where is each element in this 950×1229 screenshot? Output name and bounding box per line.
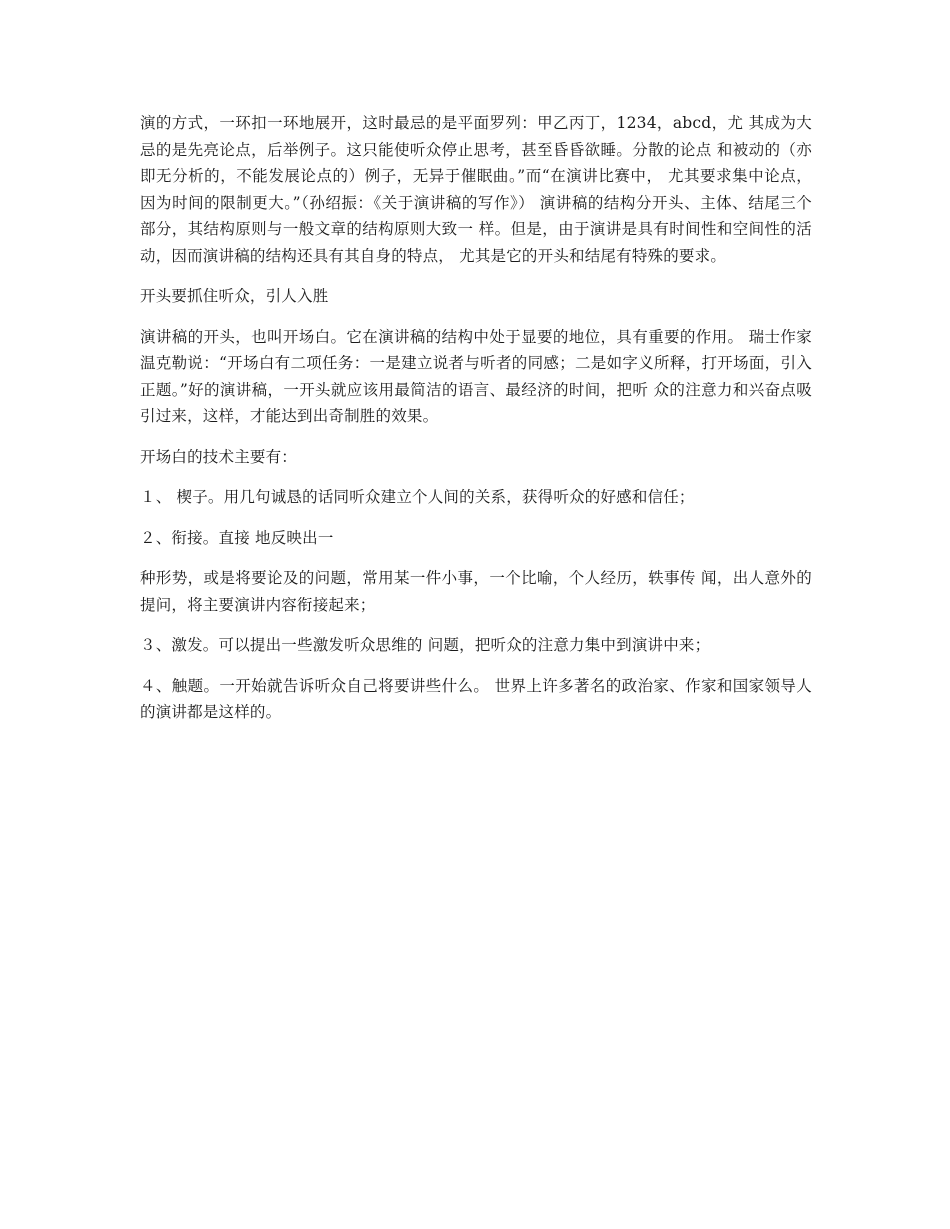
document-body: [140, 110, 812, 740]
technique-item-2: ２、衔接。直接 地反映出一: [140, 528, 334, 547]
technique-item-4: ４、触题。一开始就告诉听众自己将要讲些什么。 世界上许多著名的政治家、作家和国家领导人的演讲都是这样的。: [140, 676, 812, 721]
intro-paragraph: 演的方式，一环扣一环地展开，这时最忌的是平面罗列：甲乙丙丁，1234，abcd，尤 其成为大忌的是先亮论点，后举例子。这只能使听众停止思考，甚至昏昏欲睡。分散的论点 和被动的（亦即无分析的，不能发展论点的）例子，无异于催眠曲。”而“在演讲比赛中， 尤其要求集中论点，因为时间的限制更大。”（孙绍振：《关于演讲稿的写作》） 演讲稿的结构分开头、主体、结尾三个部分，其结构原则与一般文章的结构原则大致一 样。但是，由于演讲是具有时间性和空间性的活动，因而演讲稿的结构还具有其自身的特点， 尤其是它的开头和结尾有特殊的要求。: [140, 114, 812, 265]
technique-item-3: ３、激发。可以提出一些激发听众思维的 问题，把听众的注意力集中到演讲中来；: [140, 636, 711, 654]
techniques-heading: 开场白的技术主要有：: [140, 447, 298, 466]
technique-item-2-continued: 种形势，或是将要论及的问题，常用某一件小事，一个比喻，个人经历，轶事传 闻，出人意外的提问，将主要演讲内容衔接起来；: [140, 569, 812, 614]
section-heading-opening: 开头要抓住听众，引人入胜: [140, 287, 329, 305]
opening-paragraph: 演讲稿的开头，也叫开场白。它在演讲稿的结构中处于显要的地位，具有重要的作用。 瑞士作家温克勒说：“开场白有二项任务：一是建立说者与听者的同感；二是如字义所释，打开场面，引入正题。”好的演讲稿，一开头就应该用最简洁的语言、最经济的时间，把听 众的注意力和兴奋点吸引过来，这样，才能达到出奇制胜的效果。: [140, 327, 812, 425]
technique-item-1: １、 楔子。用几句诚恳的话同听众建立个人间的关系，获得听众的好感和信任；: [140, 488, 695, 506]
